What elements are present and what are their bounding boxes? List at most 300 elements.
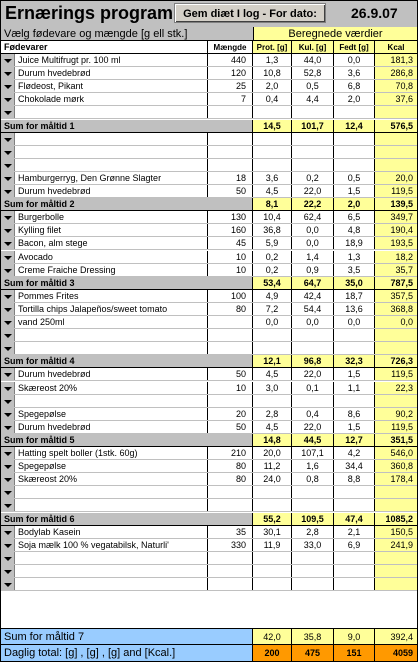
kul-value xyxy=(292,329,334,341)
fedt-value: 2,0 xyxy=(334,93,375,105)
meal-sum-row xyxy=(1,277,417,290)
food-select[interactable]: Bacon, alm stege xyxy=(15,237,208,249)
food-select[interactable]: Durum hvedebrød xyxy=(15,67,208,79)
total-fedt: 151 xyxy=(334,645,375,661)
food-dropdown-button[interactable] xyxy=(1,211,15,223)
quantity-input[interactable] xyxy=(208,159,253,171)
meal-sum-row xyxy=(1,120,417,133)
kul-value: 33,0 xyxy=(292,539,334,551)
fedt-value: 1,1 xyxy=(334,382,375,394)
prot-value xyxy=(253,106,292,118)
kul-value xyxy=(292,552,334,564)
food-dropdown-button[interactable] xyxy=(1,67,15,79)
prot-value: 0,0 xyxy=(253,316,292,328)
chevron-down-icon xyxy=(4,256,12,260)
food-dropdown-button[interactable] xyxy=(1,578,15,590)
prot-value: 20,0 xyxy=(253,447,292,459)
meal-sum-row xyxy=(1,513,417,526)
fedt-value: 6,8 xyxy=(334,80,375,92)
sum-kul: 22,2 xyxy=(292,198,334,210)
chevron-down-icon xyxy=(4,334,12,338)
meal-sum-label: Sum for måltid 2 xyxy=(4,199,75,210)
food-select[interactable] xyxy=(15,329,208,341)
kul-value: 1,4 xyxy=(292,251,334,263)
food-select[interactable]: Burgerbolle xyxy=(15,211,208,223)
column-headers xyxy=(1,41,417,54)
quantity-input[interactable] xyxy=(208,552,253,564)
meal-sum-label: Sum for måltid 5 xyxy=(4,434,75,445)
food-row xyxy=(1,211,417,224)
kcal-value: 241,9 xyxy=(375,539,417,551)
sum-prot: 14,5 xyxy=(253,120,292,132)
quantity-input[interactable] xyxy=(208,133,253,145)
sum-kcal: 576,5 xyxy=(375,120,417,132)
sum-kcal: 726,3 xyxy=(375,355,417,367)
food-dropdown-button[interactable] xyxy=(1,185,15,197)
fedt-value xyxy=(334,159,375,171)
food-select[interactable]: Chokolade mørk xyxy=(15,93,208,105)
prot-value: 4,5 xyxy=(253,185,292,197)
kul-value: 62,4 xyxy=(292,211,334,223)
food-row xyxy=(1,473,417,486)
food-row xyxy=(1,264,417,277)
meal-sum-label: Sum for måltid 3 xyxy=(4,277,75,288)
food-row xyxy=(1,526,417,539)
kcal-value xyxy=(375,133,417,145)
food-row xyxy=(1,499,417,512)
food-row xyxy=(1,159,417,172)
prot-value xyxy=(253,486,292,498)
food-select[interactable] xyxy=(15,146,208,158)
chevron-down-icon xyxy=(4,465,12,469)
prot-value: 2,8 xyxy=(253,408,292,420)
kcal-value xyxy=(375,342,417,354)
kul-value: 0,8 xyxy=(292,473,334,485)
chevron-down-icon xyxy=(4,557,12,561)
chevron-down-icon xyxy=(4,491,12,495)
sum-kul: 35,8 xyxy=(292,629,334,644)
total-prot: 200 xyxy=(253,645,292,661)
kul-value xyxy=(292,106,334,118)
prot-value xyxy=(253,552,292,564)
save-diet-log-button[interactable]: Gem diæt I log - For dato: xyxy=(174,3,326,23)
total-kul: 475 xyxy=(292,645,334,661)
food-select[interactable] xyxy=(15,133,208,145)
kcal-value xyxy=(375,552,417,564)
meal-sum-row xyxy=(1,434,417,447)
food-row xyxy=(1,146,417,159)
sum-kcal: 787,5 xyxy=(375,277,417,289)
kcal-value: 18,2 xyxy=(375,251,417,263)
food-dropdown-button[interactable] xyxy=(1,460,15,472)
quantity-input[interactable]: 210 xyxy=(208,447,253,459)
fedt-value: 3,6 xyxy=(334,67,375,79)
food-row xyxy=(1,303,417,316)
sum-kul: 96,8 xyxy=(292,355,334,367)
quantity-input[interactable]: 100 xyxy=(208,290,253,302)
quantity-input[interactable] xyxy=(208,316,253,328)
quantity-input[interactable] xyxy=(208,395,253,407)
kul-value: 0,4 xyxy=(292,408,334,420)
food-dropdown-button[interactable] xyxy=(1,146,15,158)
chevron-down-icon xyxy=(4,111,12,115)
kul-value: 2,8 xyxy=(292,526,334,538)
food-row xyxy=(1,133,417,146)
fedt-value xyxy=(334,395,375,407)
kcal-value xyxy=(375,578,417,590)
kcal-value xyxy=(375,329,417,341)
chevron-down-icon xyxy=(4,85,12,89)
quantity-input[interactable] xyxy=(208,486,253,498)
food-dropdown-button[interactable] xyxy=(1,290,15,302)
food-row xyxy=(1,342,417,355)
kul-value: 0,2 xyxy=(292,172,334,184)
prot-value: 0,4 xyxy=(253,93,292,105)
prot-value: 7,2 xyxy=(253,303,292,315)
chevron-down-icon xyxy=(4,177,12,181)
quantity-input[interactable]: 160 xyxy=(208,224,253,236)
kcal-value: 360,8 xyxy=(375,460,417,472)
fedt-value xyxy=(334,552,375,564)
food-row xyxy=(1,54,417,67)
food-dropdown-button[interactable] xyxy=(1,408,15,420)
food-row xyxy=(1,67,417,80)
fedt-value: 13,6 xyxy=(334,303,375,315)
quantity-input[interactable]: 18 xyxy=(208,172,253,184)
fedt-value: 2,1 xyxy=(334,526,375,538)
sum-fedt: 35,0 xyxy=(334,277,375,289)
prot-value xyxy=(253,133,292,145)
chevron-down-icon xyxy=(4,321,12,325)
food-dropdown-button[interactable] xyxy=(1,329,15,341)
food-row xyxy=(1,578,417,591)
food-dropdown-button[interactable] xyxy=(1,473,15,485)
food-dropdown-button[interactable] xyxy=(1,54,15,66)
kcal-value xyxy=(375,146,417,158)
food-row xyxy=(1,395,417,408)
sum-kul: 109,5 xyxy=(292,513,334,525)
quantity-input[interactable]: 10 xyxy=(208,251,253,263)
food-select[interactable]: Durum hvedebrød xyxy=(15,368,208,380)
kul-value: 0,1 xyxy=(292,382,334,394)
food-row xyxy=(1,486,417,499)
food-dropdown-button[interactable] xyxy=(1,159,15,171)
food-select[interactable]: Durum hvedebrød xyxy=(15,421,208,433)
quantity-input[interactable] xyxy=(208,499,253,511)
kcal-value: 119,5 xyxy=(375,421,417,433)
quantity-input[interactable]: 50 xyxy=(208,368,253,380)
food-select[interactable]: Soja mælk 100 % vegatabilsk, Naturli' xyxy=(15,539,208,551)
fedt-value: 6,9 xyxy=(334,539,375,551)
kul-value xyxy=(292,578,334,590)
sum-prot: 55,2 xyxy=(253,513,292,525)
quantity-input[interactable]: 50 xyxy=(208,421,253,433)
food-dropdown-button[interactable] xyxy=(1,172,15,184)
kul-value: 22,0 xyxy=(292,185,334,197)
food-select[interactable] xyxy=(15,486,208,498)
kcal-value: 286,8 xyxy=(375,67,417,79)
kul-value xyxy=(292,565,334,577)
chevron-down-icon xyxy=(4,190,12,194)
kul-value: 0,9 xyxy=(292,264,334,276)
prot-value: 4,5 xyxy=(253,421,292,433)
quantity-input[interactable] xyxy=(208,565,253,577)
prot-value: 4,9 xyxy=(253,290,292,302)
prot-value xyxy=(253,342,292,354)
sum-prot: 53,4 xyxy=(253,277,292,289)
food-dropdown-button[interactable] xyxy=(1,316,15,328)
kcal-value xyxy=(375,106,417,118)
col-header-prot: Prot. [g] xyxy=(253,41,292,54)
kul-value: 0,5 xyxy=(292,80,334,92)
food-dropdown-button[interactable] xyxy=(1,447,15,459)
prot-value xyxy=(253,578,292,590)
food-select[interactable]: Hamburgerryg, Den Grønne Slagter xyxy=(15,172,208,184)
food-dropdown-button[interactable] xyxy=(1,565,15,577)
fedt-value: 8,6 xyxy=(334,408,375,420)
prot-value: 1,3 xyxy=(253,54,292,66)
food-select[interactable] xyxy=(15,395,208,407)
chevron-down-icon xyxy=(4,570,12,574)
food-dropdown-button[interactable] xyxy=(1,93,15,105)
food-dropdown-button[interactable] xyxy=(1,382,15,394)
prot-value: 4,5 xyxy=(253,368,292,380)
food-dropdown-button[interactable] xyxy=(1,237,15,249)
food-select[interactable]: Pommes Frites xyxy=(15,290,208,302)
col-header-kcal: Kcal xyxy=(375,41,417,54)
quantity-input[interactable]: 440 xyxy=(208,54,253,66)
prot-value: 0,2 xyxy=(253,264,292,276)
fedt-value: 1,5 xyxy=(334,368,375,380)
kul-value: 4,4 xyxy=(292,93,334,105)
fedt-value xyxy=(334,578,375,590)
log-date: 26.9.07 xyxy=(351,5,398,21)
prot-value: 0,2 xyxy=(253,251,292,263)
fedt-value xyxy=(334,106,375,118)
food-select[interactable]: Spegepølse xyxy=(15,460,208,472)
col-header-food: Fødevarer xyxy=(1,41,208,54)
sum-kcal: 351,5 xyxy=(375,434,417,446)
chevron-down-icon xyxy=(4,504,12,508)
kcal-value: 178,4 xyxy=(375,473,417,485)
food-dropdown-button[interactable] xyxy=(1,421,15,433)
food-row xyxy=(1,552,417,565)
food-select[interactable] xyxy=(15,159,208,171)
food-select[interactable] xyxy=(15,578,208,590)
chevron-down-icon xyxy=(4,308,12,312)
food-select[interactable]: Flødeost, Pikant xyxy=(15,80,208,92)
kcal-value: 357,5 xyxy=(375,290,417,302)
kul-value xyxy=(292,342,334,354)
fedt-value: 18,7 xyxy=(334,290,375,302)
fedt-value: 4,2 xyxy=(334,447,375,459)
food-dropdown-button[interactable] xyxy=(1,552,15,564)
food-select[interactable]: Kylling filet xyxy=(15,224,208,236)
food-select[interactable]: Durum hvedebrød xyxy=(15,185,208,197)
quantity-input[interactable]: 7 xyxy=(208,93,253,105)
sum-fedt: 47,4 xyxy=(334,513,375,525)
kcal-value: 349,7 xyxy=(375,211,417,223)
fedt-value xyxy=(334,133,375,145)
food-select[interactable] xyxy=(15,552,208,564)
food-select[interactable] xyxy=(15,342,208,354)
kul-value: 0,0 xyxy=(292,224,334,236)
food-dropdown-button[interactable] xyxy=(1,303,15,315)
food-dropdown-button[interactable] xyxy=(1,80,15,92)
chevron-down-icon xyxy=(4,373,12,377)
quantity-input[interactable]: 50 xyxy=(208,185,253,197)
food-row xyxy=(1,421,417,434)
kcal-value: 190,4 xyxy=(375,224,417,236)
sum-prot: 14,8 xyxy=(253,434,292,446)
kcal-value: 193,5 xyxy=(375,237,417,249)
chevron-down-icon xyxy=(4,269,12,273)
quantity-input[interactable]: 10 xyxy=(208,264,253,276)
food-row xyxy=(1,316,417,329)
food-dropdown-button[interactable] xyxy=(1,133,15,145)
chevron-down-icon xyxy=(4,452,12,456)
food-select[interactable]: Skæreost 20% xyxy=(15,473,208,485)
food-dropdown-button[interactable] xyxy=(1,368,15,380)
kcal-value: 546,0 xyxy=(375,447,417,459)
food-select[interactable]: Avocado xyxy=(15,251,208,263)
fedt-value: 18,9 xyxy=(334,237,375,249)
chevron-down-icon xyxy=(4,151,12,155)
quantity-input[interactable]: 80 xyxy=(208,303,253,315)
food-select[interactable]: Bodylab Kasein xyxy=(15,526,208,538)
food-dropdown-button[interactable] xyxy=(1,251,15,263)
fedt-value xyxy=(334,499,375,511)
food-dropdown-button[interactable] xyxy=(1,264,15,276)
food-select[interactable]: vand 250ml xyxy=(15,316,208,328)
prot-value: 2,0 xyxy=(253,80,292,92)
quantity-input[interactable] xyxy=(208,342,253,354)
food-row xyxy=(1,447,417,460)
food-dropdown-button[interactable] xyxy=(1,486,15,498)
food-row xyxy=(1,185,417,198)
quantity-input[interactable]: 130 xyxy=(208,211,253,223)
col-header-fedt: Fedt [g] xyxy=(334,41,375,54)
food-row xyxy=(1,172,417,185)
quantity-input[interactable]: 10 xyxy=(208,382,253,394)
fedt-value: 3,5 xyxy=(334,264,375,276)
quantity-input[interactable]: 80 xyxy=(208,473,253,485)
kcal-value: 90,2 xyxy=(375,408,417,420)
kul-value: 52,8 xyxy=(292,67,334,79)
prot-value xyxy=(253,499,292,511)
food-row xyxy=(1,106,417,119)
kcal-value: 368,8 xyxy=(375,303,417,315)
prot-value: 11,9 xyxy=(253,539,292,551)
quantity-input[interactable] xyxy=(208,106,253,118)
food-dropdown-button[interactable] xyxy=(1,539,15,551)
chevron-down-icon xyxy=(4,229,12,233)
kcal-value: 0,0 xyxy=(375,316,417,328)
select-food-header: Vælg fødevare og mængde [g ell stk.] xyxy=(1,27,253,41)
quantity-input[interactable]: 20 xyxy=(208,408,253,420)
food-select[interactable]: Tortilla chips Jalapeños/sweet tomato xyxy=(15,303,208,315)
quantity-input[interactable]: 35 xyxy=(208,526,253,538)
fedt-value: 8,8 xyxy=(334,473,375,485)
sum-kcal: 392,4 xyxy=(375,629,417,644)
kul-value: 0,0 xyxy=(292,237,334,249)
food-select[interactable]: Skæreost 20% xyxy=(15,382,208,394)
kul-value: 54,4 xyxy=(292,303,334,315)
sum-kcal: 139,5 xyxy=(375,198,417,210)
food-dropdown-button[interactable] xyxy=(1,106,15,118)
kul-value xyxy=(292,146,334,158)
food-dropdown-button[interactable] xyxy=(1,526,15,538)
prot-value xyxy=(253,159,292,171)
food-row xyxy=(1,368,417,381)
sum-qty-spacer xyxy=(208,277,253,289)
chevron-down-icon xyxy=(4,98,12,102)
food-row xyxy=(1,539,417,552)
food-dropdown-button[interactable] xyxy=(1,224,15,236)
food-select[interactable]: Spegepølse xyxy=(15,408,208,420)
chevron-down-icon xyxy=(4,72,12,76)
kcal-value: 35,7 xyxy=(375,264,417,276)
food-select[interactable]: Creme Fraiche Dressing xyxy=(15,264,208,276)
food-dropdown-button[interactable] xyxy=(1,342,15,354)
quantity-input[interactable] xyxy=(208,578,253,590)
chevron-down-icon xyxy=(4,216,12,220)
food-row xyxy=(1,80,417,93)
quantity-input[interactable]: 80 xyxy=(208,460,253,472)
fedt-value: 6,5 xyxy=(334,211,375,223)
kul-value xyxy=(292,159,334,171)
kcal-value xyxy=(375,159,417,171)
chevron-down-icon xyxy=(4,347,12,351)
quantity-input[interactable]: 330 xyxy=(208,539,253,551)
fedt-value: 34,4 xyxy=(334,460,375,472)
kul-value: 22,0 xyxy=(292,368,334,380)
food-select[interactable]: Hatting spelt boller (1stk. 60g) xyxy=(15,447,208,459)
kcal-value xyxy=(375,395,417,407)
chevron-down-icon xyxy=(4,164,12,168)
prot-value: 3,6 xyxy=(253,172,292,184)
food-row xyxy=(1,460,417,473)
food-select[interactable] xyxy=(15,499,208,511)
food-dropdown-button[interactable] xyxy=(1,395,15,407)
kul-value: 1,6 xyxy=(292,460,334,472)
prot-value: 3,0 xyxy=(253,382,292,394)
prot-value: 10,4 xyxy=(253,211,292,223)
kcal-value: 150,5 xyxy=(375,526,417,538)
chevron-down-icon xyxy=(4,426,12,430)
prot-value: 36,8 xyxy=(253,224,292,236)
quantity-input[interactable] xyxy=(208,329,253,341)
fedt-value xyxy=(334,342,375,354)
meal-sum-label: Sum for måltid 7 xyxy=(1,629,253,644)
prot-value xyxy=(253,146,292,158)
food-select[interactable] xyxy=(15,565,208,577)
quantity-input[interactable]: 25 xyxy=(208,80,253,92)
prot-value: 11,2 xyxy=(253,460,292,472)
quantity-input[interactable] xyxy=(208,146,253,158)
quantity-input[interactable]: 120 xyxy=(208,67,253,79)
col-header-qty: Mængde xyxy=(208,41,253,54)
food-row xyxy=(1,565,417,578)
chevron-down-icon xyxy=(4,295,12,299)
sum-fedt: 2,0 xyxy=(334,198,375,210)
meal-sum-row xyxy=(1,628,417,644)
food-select[interactable]: Juice Multifrugt pr. 100 ml xyxy=(15,54,208,66)
quantity-input[interactable]: 45 xyxy=(208,237,253,249)
col-header-kul: Kul. [g] xyxy=(292,41,334,54)
food-select[interactable] xyxy=(15,106,208,118)
food-dropdown-button[interactable] xyxy=(1,499,15,511)
